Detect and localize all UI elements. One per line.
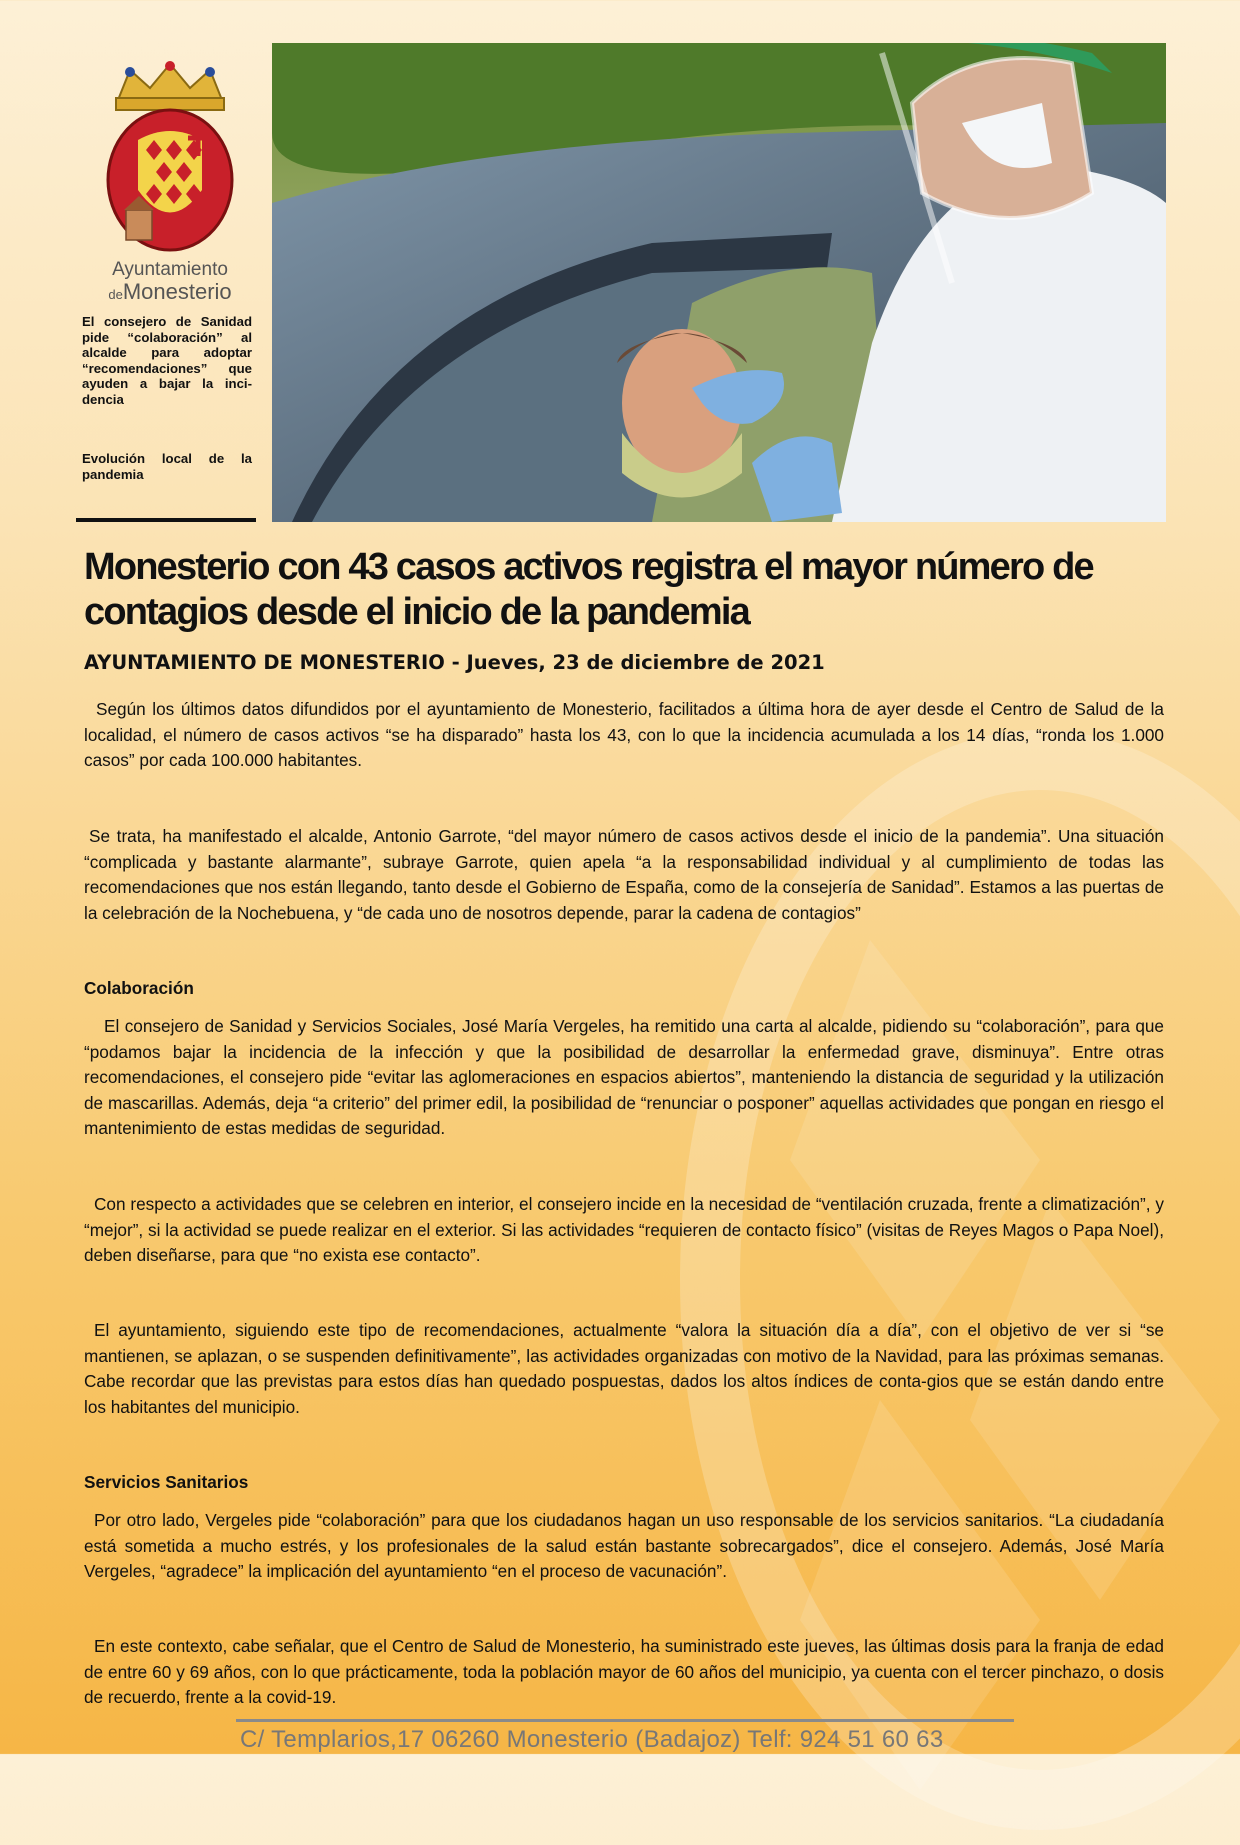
article-paragraph-5: El ayuntamiento, siguiendo este tipo de recomendaciones, actualmente “valora la situación día a día”, con el objetivo de ver si “se mantienen, se aplazan, o se suspenden definitivamente”, las actividades organizadas con motivo de la Navidad, para las próximas semanas. Cabe recordar que las previstas para estos días han quedado pospuestas, dados los altos índices de conta-gios que se están dando entre los habitantes del municipio. bbox=[84, 1320, 1164, 1417]
article-paragraph-3: El consejero de Sanidad y Servicios Sociales, José María Vergeles, ha remitido una carta al alcalde, pidiendo su “colaboración”, para que “podamos bajar la incidencia de la infección y que la posibilidad de desarrollar la enfermedad grave, disminuya”. Entre otras recomendaciones, el consejero pide “evitar las aglomeraciones en espacios abiertos”, manteniendo la distancia de seguridad y la utilización de mascarillas. Además, deja “a criterio” del primer edil, la posibilidad de “renunciar o posponer” aquellas actividades que pongan en riesgo el mantenimiento de estas medidas de seguridad. bbox=[84, 1016, 1164, 1138]
footer-divider bbox=[236, 1719, 1014, 1722]
article-paragraph-7: En este contexto, cabe señalar, que el Centro de Salud de Monesterio, ha suministrado este jueves, las últimas dosis para la franja de edad de entre 60 y 69 años, con lo que prácticamente, toda la población mayor de 60 años del municipio, ya cuenta con el tercer pinchazo, o dosis de recuerdo, frente a la covid-19. bbox=[84, 1636, 1164, 1707]
logo-line-1: Ayuntamiento bbox=[112, 259, 228, 280]
article-paragraph-4: Con respecto a actividades que se celebren en interior, el consejero incide en la necesidad de “ventilación cruzada, frente a climatización”, y “mejor”, si la actividad se puede realizar en el exterior. Si las actividades “requieren de contacto físico” (visitas de Reyes Magos o Papa Noel), deben diseñarse, para que “no exista ese contacto”. bbox=[84, 1194, 1164, 1265]
article-paragraph-1: Según los últimos datos difundidos por el ayuntamiento de Monesterio, facilitados a última hora de ayer desde el Centro de Salud de la localidad, el número de casos activos “se ha disparado” hasta los 43, con lo que la incidencia acumulada a los 14 días, “ronda los 1.000 casos” por cada 100.000 habitantes. bbox=[84, 699, 1164, 770]
article-byline: AYUNTAMIENTO DE MONESTERIO - Jueves, 23 de diciembre de 2021 bbox=[84, 651, 825, 674]
municipal-logo bbox=[80, 60, 260, 310]
article-paragraph-6: Por otro lado, Vergeles pide “colaboración” para que los ciudadanos hagan un uso responsable de los servicios sanitarios. “La ciudadanía está sometida a mucho estrés, y los profesionales de la salud están bastante sobrecargados”, dice el consejero. Además, José María Vergeles, “agradece” la implicación del ayuntamiento “en el proceso de vacunación”. bbox=[84, 1510, 1164, 1581]
sidebar-divider bbox=[76, 518, 256, 522]
logo-line-2-name: Monesterio bbox=[122, 278, 232, 304]
logo-line-2-prefix: de bbox=[108, 286, 123, 302]
sidebar-teaser-2: Evolución local de la pandemia bbox=[82, 451, 252, 482]
article-headline: Monesterio con 43 casos activos registra el mayor número de contagios desde el inicio de la pandemia bbox=[84, 546, 1093, 633]
covid-test-photo-illustration bbox=[272, 43, 1166, 522]
subheading-servicios-sanitarios: Servicios Sanitarios bbox=[84, 1472, 249, 1492]
hero-photo bbox=[272, 43, 1166, 522]
footer-address: C/ Templarios,17 06260 Monesterio (Badajoz) Telf: 924 51 60 63 bbox=[240, 1726, 944, 1753]
article-paragraph-2: Se trata, ha manifestado el alcalde, Antonio Garrote, “del mayor número de casos activos desde el inicio de la pandemia”. Una situación “complicada y bastante alarmante”, subraye Garrote, quien apela “a la responsabilidad individual y al cumplimiento de todas las recomendaciones que nos están llegando, tanto desde el Gobierno de España, como de la consejería de Sanidad”. Estamos a las puertas de la celebración de la Nochebuena, y “de cada uno de nosotros depende, parar la cadena de contagios” bbox=[84, 826, 1164, 923]
sidebar-teaser-1: El consejero de Sanidad pide “colaboración” al alcalde para adoptar “recomendaciones” que ayuden a bajar la inci-dencia bbox=[82, 314, 252, 407]
subheading-colaboracion: Colaboración bbox=[84, 978, 194, 998]
logo-wordmark bbox=[80, 260, 260, 303]
logo-line-2 bbox=[80, 280, 260, 303]
coat-of-arms-icon bbox=[80, 60, 260, 260]
